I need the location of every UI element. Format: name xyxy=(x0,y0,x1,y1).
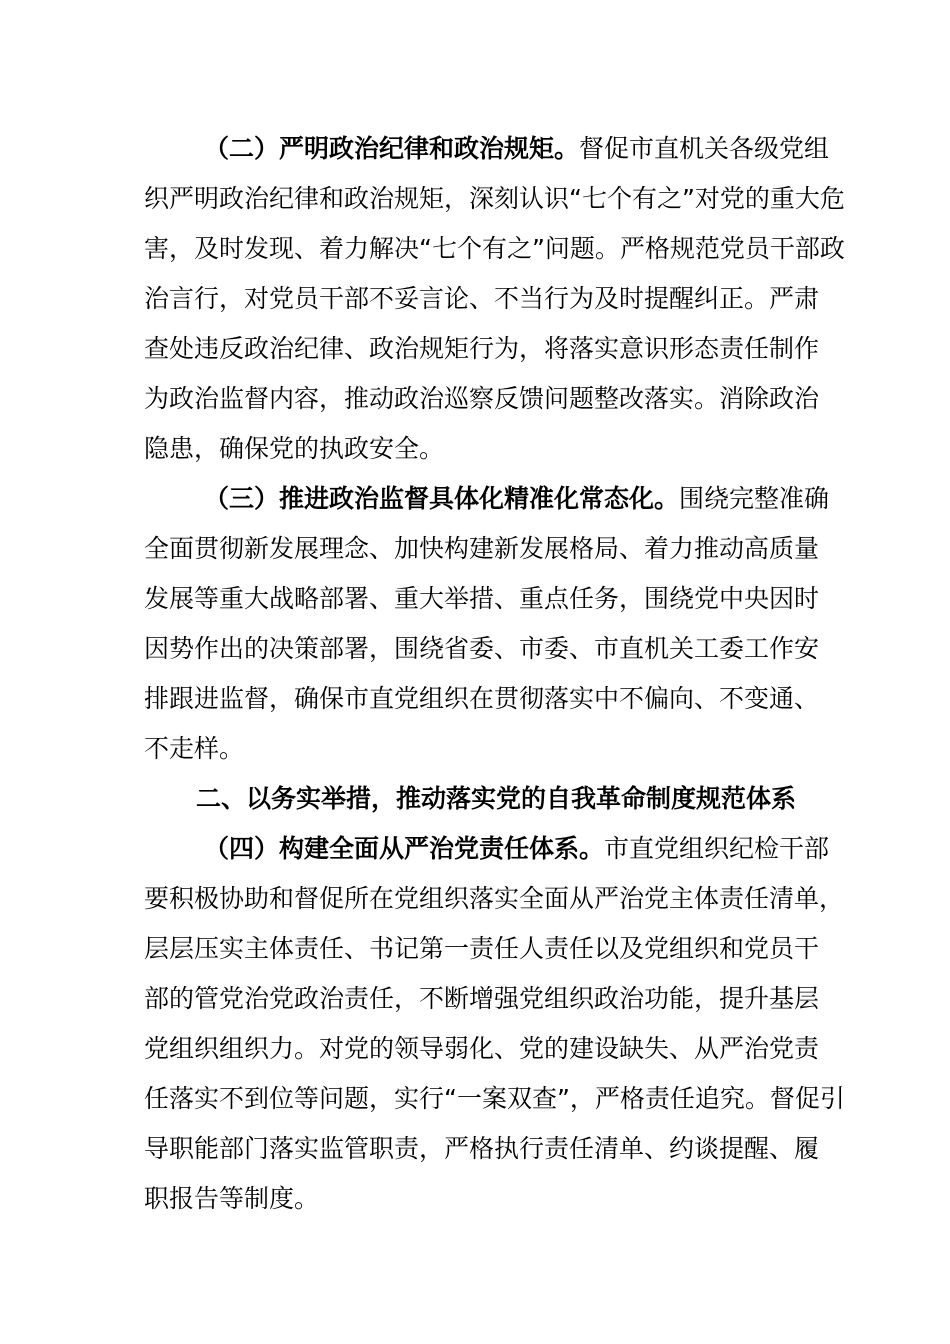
paragraph-line: 治言行，对党员干部不妥言论、不当行为及时提醒纠正。严肃 xyxy=(144,284,820,313)
paragraph-2 xyxy=(144,124,845,474)
paragraph-4 xyxy=(144,824,845,1224)
paragraph-line: 为政治监督内容，推动政治巡察反馈问题整改落实。消除政治 xyxy=(144,384,820,413)
paragraph-line: 不走样。 xyxy=(144,734,245,763)
paragraph-line: 部的管党治党政治责任，不断增强党组织政治功能，提升基层 xyxy=(144,984,820,1013)
paragraph-line: 任落实不到位等问题，实行“一案双查”，严格责任追究。督促引 xyxy=(144,1084,845,1113)
paragraph-line: 层层压实主体责任、书记第一责任人责任以及党组织和党员干 xyxy=(144,934,820,963)
paragraph-text: 围绕完整准确 xyxy=(679,484,830,513)
paragraph-line: 隐患，确保党的执政安全。 xyxy=(144,434,445,463)
paragraph-title: （四）构建全面从严治党责任体系。 xyxy=(204,834,605,863)
paragraph-line: 害，及时发现、着力解决“七个有之”问题。严格规范党员干部政 xyxy=(144,234,845,263)
paragraph-line: 导职能部门落实监管职责，严格执行责任清单、约谈提醒、履 xyxy=(144,1134,820,1163)
paragraph-line: 党组织组织力。对党的领导弱化、党的建设缺失、从严治党责 xyxy=(144,1034,820,1063)
section-heading: 二、以务实举措，推动落实党的自我革命制度规范体系 xyxy=(196,784,797,813)
paragraph-line xyxy=(144,474,830,524)
paragraph-text: 督促市直机关各级党组 xyxy=(579,134,830,163)
paragraph-line: 职报告等制度。 xyxy=(144,1184,320,1213)
paragraph-text: 市直党组织纪检干部 xyxy=(604,834,830,863)
paragraph-title: （二）严明政治纪律和政治规矩。 xyxy=(204,134,580,163)
paragraph-line: 因势作出的决策部署，围绕省委、市委、市直机关工委工作安 xyxy=(144,634,820,663)
document-page xyxy=(144,124,845,1224)
paragraph-line xyxy=(144,824,830,874)
paragraph-line: 要积极协助和督促所在党组织落实全面从严治党主体责任清单， xyxy=(144,884,845,913)
paragraph-3 xyxy=(144,474,830,774)
paragraph-line: 织严明政治纪律和政治规矩，深刻认识“七个有之”对党的重大危 xyxy=(144,184,845,213)
paragraph-title: （三）推进政治监督具体化精准化常态化。 xyxy=(204,484,680,513)
paragraph-line: 查处违反政治纪律、政治规矩行为，将落实意识形态责任制作 xyxy=(144,334,820,363)
paragraph-line xyxy=(144,124,830,174)
paragraph-line: 发展等重大战略部署、重大举措、重点任务，围绕党中央因时 xyxy=(144,584,820,613)
paragraph-line: 全面贯彻新发展理念、加快构建新发展格局、着力推动高质量 xyxy=(144,534,820,563)
paragraph-line: 排跟进监督，确保市直党组织在贯彻落实中不偏向、不变通、 xyxy=(144,684,820,713)
